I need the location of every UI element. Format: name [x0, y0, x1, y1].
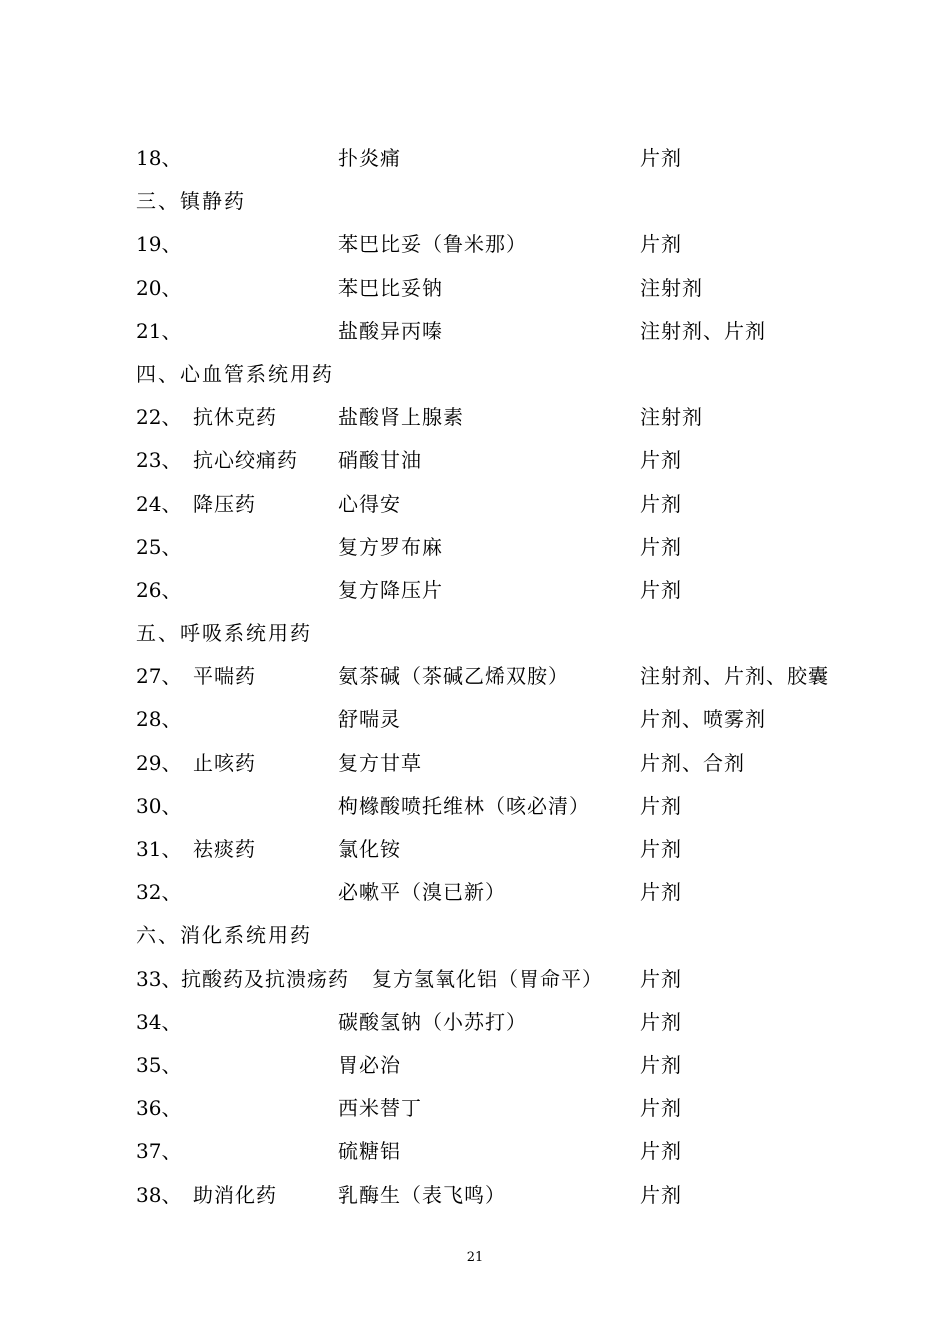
dosage-form: 片剂 [640, 1096, 682, 1121]
section-heading: 六、消化系统用药 [136, 923, 312, 948]
dosage-form: 片剂 [640, 966, 682, 991]
dosage-form: 片剂 [640, 1182, 682, 1207]
item-number: 35、 [136, 1052, 182, 1077]
drug-row [0, 828, 950, 871]
drug-category: 止咳药 [193, 750, 256, 775]
item-number: 29、 [136, 750, 182, 775]
drug-row [0, 396, 950, 439]
item-number: 20、 [136, 275, 182, 300]
item-number: 26、 [136, 577, 182, 602]
section-heading: 五、呼吸系统用药 [136, 621, 312, 646]
dosage-form: 注射剂、片剂、胶囊 [640, 664, 829, 689]
page-number: 21 [466, 1250, 484, 1265]
dosage-form: 片剂 [640, 534, 682, 559]
drug-name: 复方氢氧化铝（胃命平） [372, 966, 603, 991]
section-heading: 三、镇静药 [136, 189, 246, 214]
section-heading-row [0, 914, 950, 957]
drug-name: 西米替丁 [338, 1096, 422, 1121]
item-number: 31、 [136, 837, 182, 861]
drug-row [0, 137, 950, 180]
drug-row [0, 698, 950, 741]
drug-row [0, 310, 950, 353]
drug-name: 复方罗布麻 [338, 534, 443, 559]
dosage-form: 片剂 [640, 880, 682, 905]
dosage-form: 片剂 [640, 1139, 682, 1164]
drug-row [0, 1174, 950, 1217]
drug-row [0, 526, 950, 569]
drug-category: 祛痰药 [193, 837, 256, 861]
drug-row [0, 439, 950, 482]
item-number: 19、 [136, 232, 182, 257]
dosage-form: 片剂、合剂 [640, 750, 745, 775]
drug-row [0, 1044, 950, 1087]
item-number: 37、 [136, 1139, 182, 1164]
item-number: 33、 [136, 966, 182, 991]
drug-list [0, 137, 950, 1217]
dosage-form: 注射剂 [640, 275, 703, 300]
drug-name: 硫糖铝 [338, 1139, 401, 1164]
drug-row [0, 1001, 950, 1044]
drug-category: 抗心绞痛药 [193, 448, 298, 473]
dosage-form: 片剂 [640, 1052, 682, 1077]
drug-category: 平喘药 [193, 664, 256, 689]
dosage-form: 片剂 [640, 577, 682, 602]
item-number: 30、 [136, 793, 182, 818]
item-number: 32、 [136, 880, 182, 905]
item-number: 34、 [136, 1009, 182, 1034]
section-heading-row [0, 353, 950, 396]
dosage-form: 片剂、喷雾剂 [640, 707, 766, 732]
drug-row [0, 1130, 950, 1173]
drug-row [0, 958, 950, 1001]
drug-category: 抗酸药及抗溃疡药 [181, 966, 349, 991]
drug-name: 盐酸肾上腺素 [338, 405, 464, 430]
drug-name: 苯巴比妥钠 [338, 275, 443, 300]
drug-name: 碳酸氢钠（小苏打） [338, 1009, 527, 1034]
section-heading-row [0, 180, 950, 223]
drug-row [0, 223, 950, 266]
item-number: 36、 [136, 1096, 182, 1121]
drug-row [0, 871, 950, 914]
dosage-form: 片剂 [640, 491, 682, 516]
drug-name: 枸橼酸喷托维林（咳必清） [338, 793, 590, 818]
drug-name: 复方降压片 [338, 577, 443, 602]
drug-row [0, 569, 950, 612]
dosage-form: 片剂 [640, 448, 682, 473]
drug-name: 胃必治 [338, 1052, 401, 1077]
drug-row [0, 785, 950, 828]
drug-row [0, 267, 950, 310]
item-number: 38、 [136, 1182, 182, 1207]
dosage-form: 片剂 [640, 1009, 682, 1034]
drug-row [0, 655, 950, 698]
drug-name: 扑炎痛 [338, 146, 401, 170]
item-number: 21、 [136, 318, 182, 343]
drug-name: 必嗽平（溴已新） [338, 880, 506, 905]
drug-category: 降压药 [193, 491, 256, 516]
drug-category: 助消化药 [193, 1182, 277, 1207]
drug-row [0, 483, 950, 526]
drug-name: 氯化铵 [338, 837, 401, 861]
section-heading: 四、心血管系统用药 [136, 361, 334, 386]
drug-name: 氨茶碱（茶碱乙烯双胺） [338, 664, 569, 689]
item-number: 23、 [136, 448, 182, 473]
drug-category: 抗休克药 [193, 405, 277, 430]
drug-row [0, 742, 950, 785]
dosage-form: 片剂 [640, 146, 682, 170]
item-number: 27、 [136, 664, 182, 689]
drug-row [0, 1087, 950, 1130]
dosage-form: 注射剂、片剂 [640, 318, 766, 343]
section-heading-row [0, 612, 950, 655]
drug-name: 苯巴比妥（鲁米那） [338, 232, 527, 257]
drug-name: 心得安 [338, 491, 401, 516]
item-number: 22、 [136, 405, 182, 430]
dosage-form: 片剂 [640, 232, 682, 257]
drug-name: 乳酶生（表飞鸣） [338, 1182, 506, 1207]
dosage-form: 片剂 [640, 793, 682, 818]
item-number: 18、 [136, 146, 182, 170]
item-number: 25、 [136, 534, 182, 559]
item-number: 24、 [136, 491, 182, 516]
drug-name: 复方甘草 [338, 750, 422, 775]
drug-name: 盐酸异丙嗪 [338, 318, 443, 343]
drug-name: 舒喘灵 [338, 707, 401, 732]
item-number: 28、 [136, 707, 182, 732]
dosage-form: 注射剂 [640, 405, 703, 430]
dosage-form: 片剂 [640, 837, 682, 861]
drug-name: 硝酸甘油 [338, 448, 422, 473]
